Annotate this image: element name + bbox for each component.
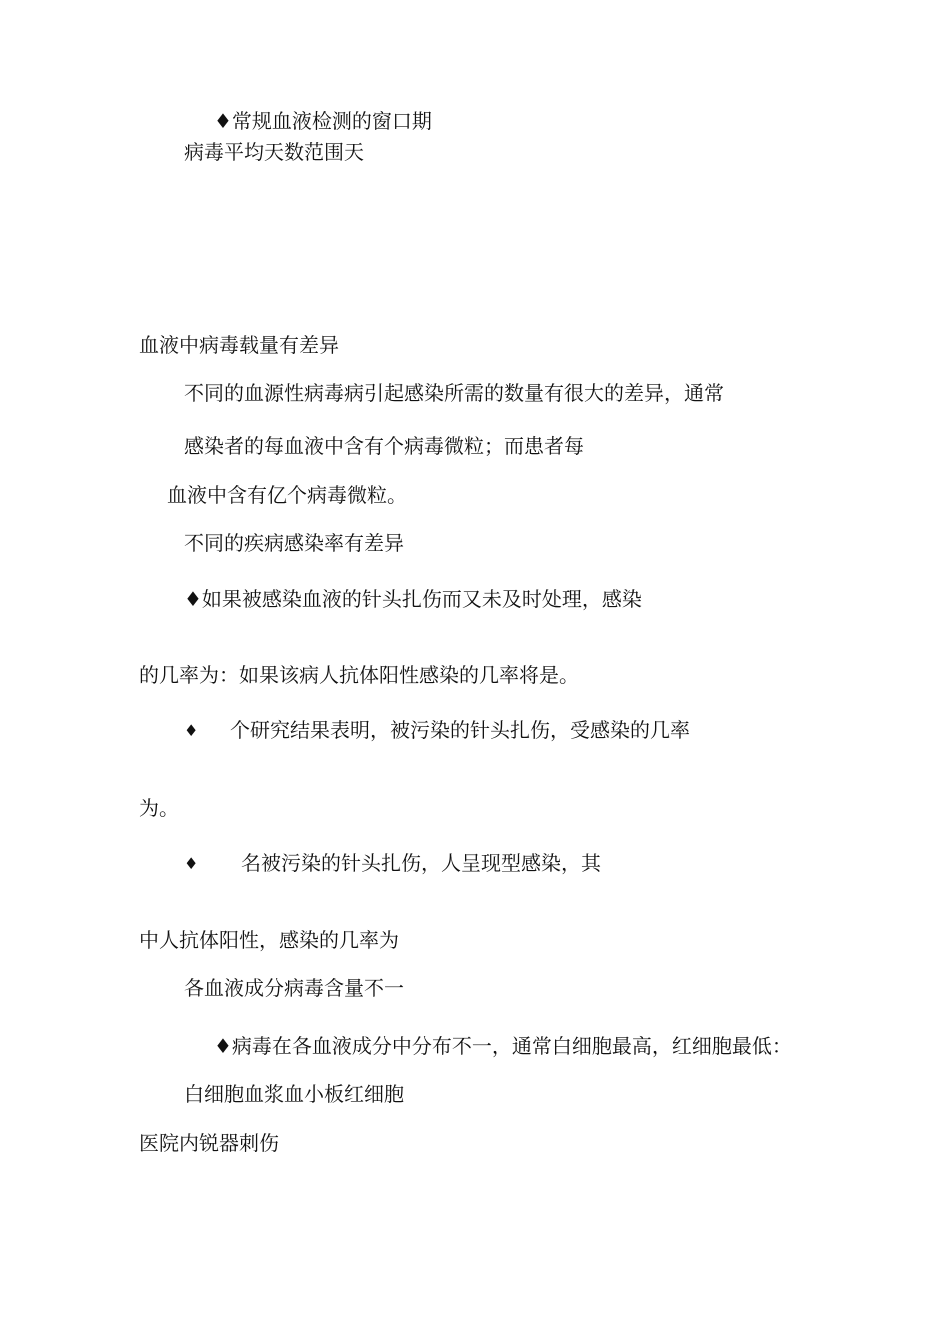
paragraph-viral-load-line-3: 血液中含有亿个病毒微粒。 bbox=[167, 483, 407, 507]
heading-sharps-injury: 医院内锐器刺伤 bbox=[139, 1131, 279, 1155]
blood-components-list: 白细胞血浆血小板红细胞 bbox=[184, 1082, 404, 1106]
paragraph-study-result-line-2: 为。 bbox=[139, 796, 179, 820]
heading-infection-rate: 不同的疾病感染率有差异 bbox=[184, 531, 404, 555]
window-period-table-header: 病毒平均天数范围天 bbox=[184, 140, 364, 164]
bullet-icon: ♦ bbox=[184, 721, 199, 740]
paragraph-contaminated-needle-line-1: 名被污染的针头扎伤，人呈现型感染，其 bbox=[241, 851, 601, 875]
bullet-icon: ♦ bbox=[184, 854, 199, 873]
heading-viral-load: 血液中病毒载量有差异 bbox=[139, 333, 339, 357]
paragraph-needle-injury-line-1: ♦如果被感染血液的针头扎伤而又未及时处理，感染 bbox=[184, 587, 642, 611]
window-period-title: ♦常规血液检测的窗口期 bbox=[214, 109, 432, 133]
heading-blood-components: 各血液成分病毒含量不一 bbox=[184, 976, 404, 1000]
paragraph-contaminated-needle-line-2: 中人抗体阳性，感染的几率为 bbox=[139, 928, 399, 952]
paragraph-viral-load-line-2: 感染者的每血液中含有个病毒微粒；而患者每 bbox=[184, 434, 584, 458]
paragraph-blood-components: ♦病毒在各血液成分中分布不一，通常白细胞最高，红细胞最低： bbox=[214, 1034, 792, 1058]
paragraph-study-result-line-1: 个研究结果表明，被污染的针头扎伤，受感染的几率 bbox=[230, 718, 690, 742]
paragraph-viral-load-line-1: 不同的血源性病毒病引起感染所需的数量有很大的差异，通常 bbox=[184, 381, 724, 405]
paragraph-needle-injury-line-2: 的几率为：如果该病人抗体阳性感染的几率将是。 bbox=[139, 663, 579, 687]
